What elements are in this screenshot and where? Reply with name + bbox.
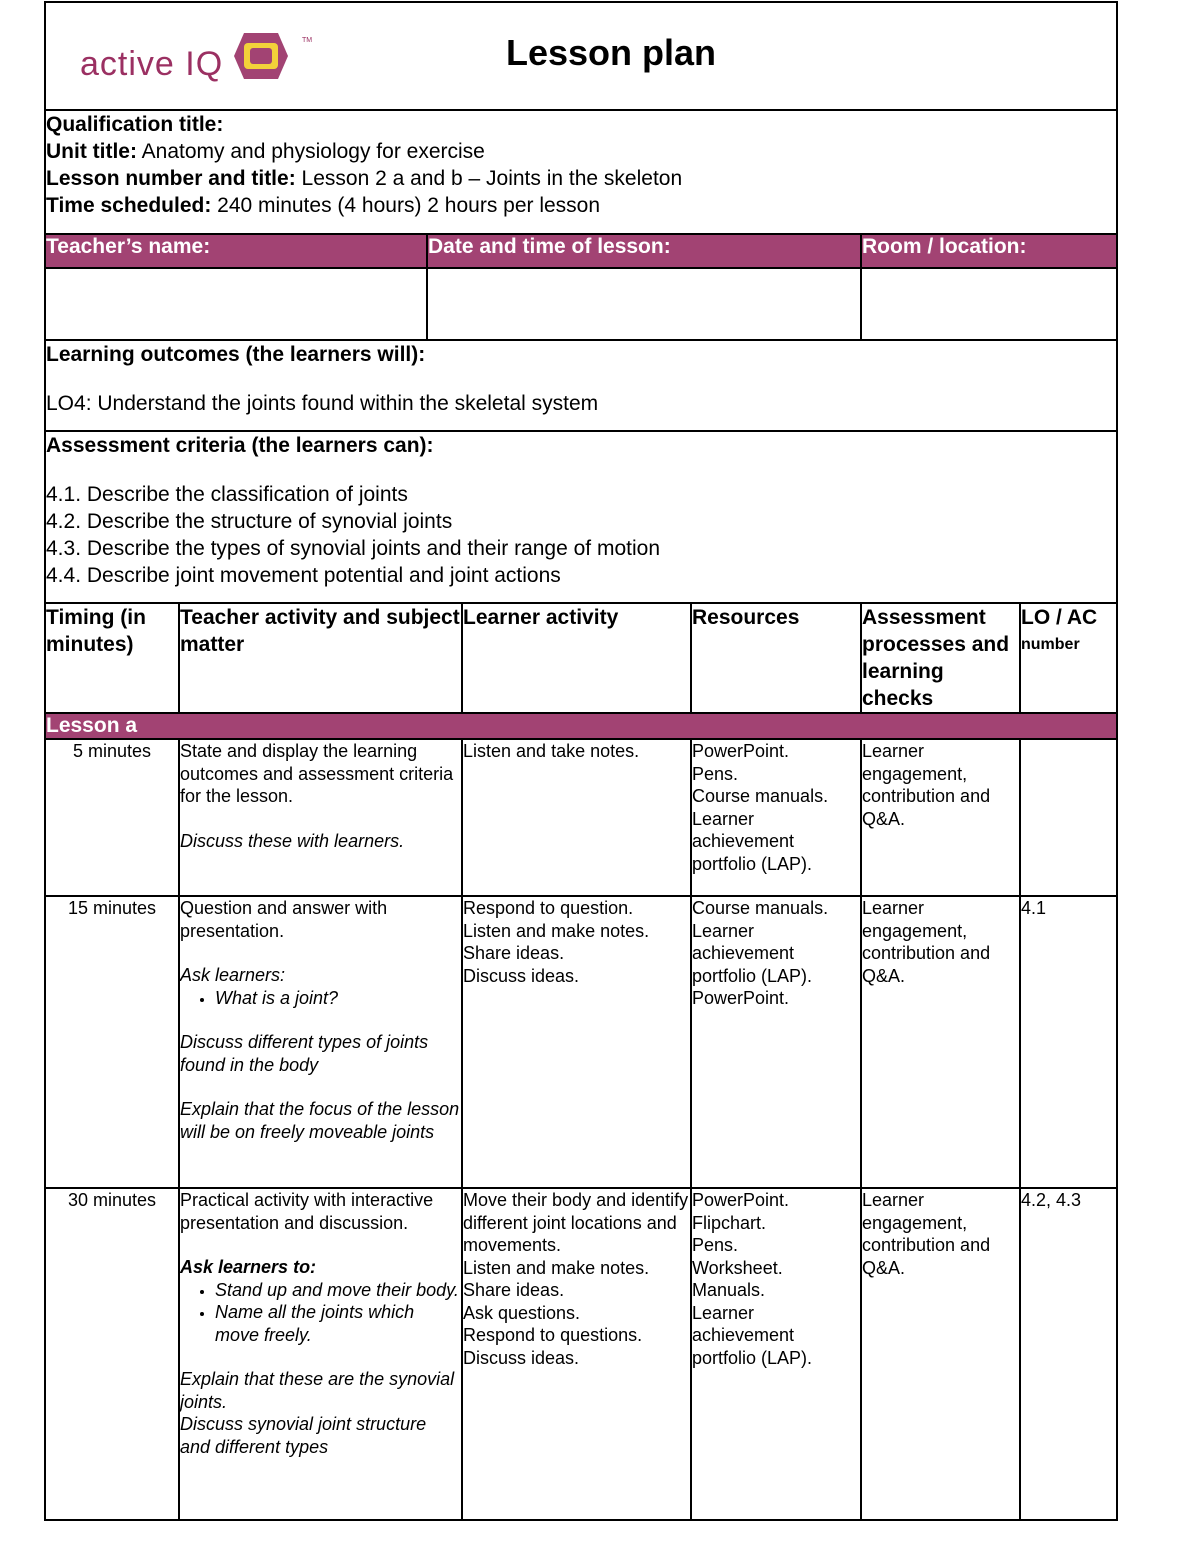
learner-activity-cell: Move their body and identify different joint locations and movements. Listen and make notes. Share ideas. Ask questions. Respond to questions. Discuss ideas. [462,1188,691,1520]
col-header-resources: Resources [691,603,861,713]
learner-activity-cell: Respond to question. Listen and make notes. Share ideas. Discuss ideas. [462,896,691,1188]
timing-cell: 15 minutes [45,896,179,1188]
col-header-lo-ac: LO / AC number [1020,603,1117,713]
assessment-criteria [45,431,1117,603]
time-label: Time scheduled: [46,194,212,217]
timing-cell: 30 minutes [45,1188,179,1520]
resources-cell: PowerPoint. Pens. Course manuals. Learner achievement portfolio (LAP). [691,739,861,896]
logo-text: active IQ [80,45,224,83]
teacher-name-label: Teacher’s name: [45,234,427,268]
criterion-item: 4.3. Describe the types of synovial joints and their range of motion [46,537,661,560]
room-location-label: Room / location: [861,234,1117,268]
learning-outcomes-heading: Learning outcomes (the learners will): [46,343,426,366]
learner-activity-cell: Listen and take notes. [462,739,691,896]
table-row [45,896,1117,1188]
time-value: 240 minutes (4 hours) 2 hours per lesson [217,194,601,217]
col-header-teacher-activity: Teacher activity and subject matter [179,603,462,713]
qualification-info [45,110,1117,234]
date-time-field[interactable] [427,268,861,340]
lo-ac-cell: 4.2, 4.3 [1020,1188,1117,1520]
criterion-item: 4.4. Describe joint movement potential and joint actions [46,564,561,587]
active-iq-logo: active IQ TM [78,23,318,93]
teacher-activity-cell: Practical activity with interactive presentation and discussion. Ask learners to: • Stand up and move their body. • Name all the joints which move freely. Explain that these are the synovial joints. Discuss synovial joint structure and different types [179,1188,462,1520]
assessment-cell: Learner engagement, contribution and Q&A. [861,896,1020,1188]
criterion-item: 4.2. Describe the structure of synovial joints [46,510,453,533]
room-location-field[interactable] [861,268,1117,340]
date-time-label: Date and time of lesson: [427,234,861,268]
lesson-value: Lesson 2 a and b – Joints in the skeleton [301,167,683,190]
table-row [45,1188,1117,1520]
col-header-learner-activity: Learner activity [462,603,691,713]
resources-cell: PowerPoint. Flipchart. Pens. Worksheet. Manuals. Learner achievement portfolio (LAP). [691,1188,861,1520]
teacher-activity-cell: State and display the learning outcomes and assessment criteria for the lesson. Discuss these with learners. [179,739,462,896]
unit-label: Unit title: [46,140,137,163]
lesson-plan-table [44,1,1118,1521]
qualification-label: Qualification title: [46,113,224,136]
assessment-criteria-heading: Assessment criteria (the learners can): [46,434,434,457]
teacher-activity-cell: Question and answer with presentation. Ask learners: • What is a joint? Discuss different types of joints found in the body Explain that the focus of the lesson will be on freely moveable joints [179,896,462,1188]
assessment-cell: Learner engagement, contribution and Q&A. [861,1188,1020,1520]
criterion-item: 4.1. Describe the classification of joints [46,483,408,506]
lo-ac-cell [1020,739,1117,896]
resources-cell: Course manuals. Learner achievement portfolio (LAP). PowerPoint. [691,896,861,1188]
unit-value: Anatomy and physiology for exercise [141,140,485,163]
col-header-assessment: Assessment processes and learning checks [861,603,1020,713]
timing-cell: 5 minutes [45,739,179,896]
teacher-name-field[interactable] [45,268,427,340]
lesson-label: Lesson number and title: [46,167,296,190]
learning-outcome-item: LO4: Understand the joints found within the skeletal system [46,392,599,415]
table-row [45,739,1117,896]
page-title: Lesson plan [505,32,717,73]
col-header-timing: Timing (in minutes) [45,603,179,713]
header [45,2,1117,110]
assessment-cell: Learner engagement, contribution and Q&A. [861,739,1020,896]
learning-outcomes [45,340,1117,431]
lesson-a-band: Lesson a [45,713,1117,739]
lo-ac-cell: 4.1 [1020,896,1117,1188]
